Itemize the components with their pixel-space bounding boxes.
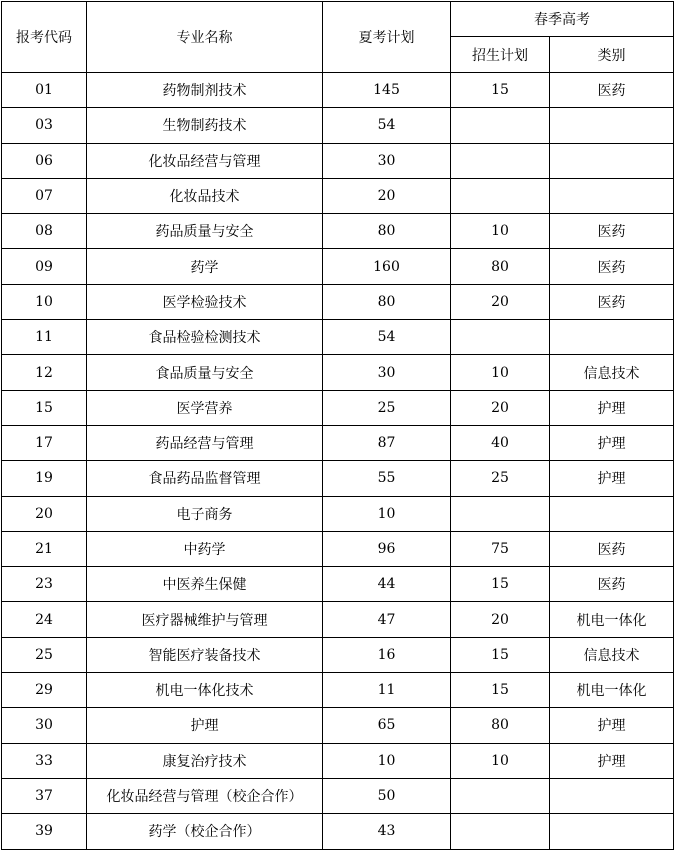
table-row (2, 143, 674, 178)
cell-summer-plan: 30 (323, 355, 451, 390)
header-summer-plan: 夏考计划 (323, 2, 451, 73)
cell-spring-plan: 10 (451, 355, 550, 390)
cell-code: 01 (2, 73, 87, 108)
cell-major-name: 药品质量与安全 (87, 214, 323, 249)
cell-major-name: 生物制药技术 (87, 108, 323, 143)
cell-major-name: 医学营养 (87, 390, 323, 425)
cell-spring-category: 信息技术 (550, 355, 674, 390)
cell-major-name: 食品检验检测技术 (87, 320, 323, 355)
cell-spring-plan: 25 (451, 461, 550, 496)
cell-spring-plan (451, 143, 550, 178)
cell-spring-category (550, 814, 674, 849)
cell-spring-category (550, 178, 674, 213)
cell-major-name: 食品质量与安全 (87, 355, 323, 390)
header-major-name: 专业名称 (87, 2, 323, 73)
cell-summer-plan: 25 (323, 390, 451, 425)
cell-spring-plan: 15 (451, 673, 550, 708)
cell-summer-plan: 65 (323, 708, 451, 743)
cell-code: 25 (2, 637, 87, 672)
table-row (2, 708, 674, 743)
cell-major-name: 中医养生保健 (87, 567, 323, 602)
cell-summer-plan: 160 (323, 249, 451, 284)
cell-spring-plan (451, 496, 550, 531)
cell-code: 23 (2, 567, 87, 602)
table-row (2, 814, 674, 849)
table-row (2, 602, 674, 637)
cell-major-name: 护理 (87, 708, 323, 743)
table-row (2, 320, 674, 355)
cell-spring-plan (451, 778, 550, 813)
cell-code: 08 (2, 214, 87, 249)
table-row (2, 531, 674, 566)
cell-code: 17 (2, 425, 87, 460)
cell-code: 10 (2, 284, 87, 319)
table-header (2, 2, 674, 73)
cell-summer-plan: 96 (323, 531, 451, 566)
cell-major-name: 医疗器械维护与管理 (87, 602, 323, 637)
cell-spring-category: 信息技术 (550, 637, 674, 672)
cell-summer-plan: 30 (323, 143, 451, 178)
cell-major-name: 药学（校企合作） (87, 814, 323, 849)
cell-spring-category: 机电一体化 (550, 602, 674, 637)
cell-major-name: 药物制剂技术 (87, 73, 323, 108)
cell-spring-plan: 20 (451, 284, 550, 319)
cell-spring-category: 护理 (550, 708, 674, 743)
cell-spring-category: 护理 (550, 461, 674, 496)
table-row (2, 673, 674, 708)
cell-summer-plan: 145 (323, 73, 451, 108)
table-row (2, 178, 674, 213)
cell-spring-plan: 20 (451, 390, 550, 425)
cell-summer-plan: 10 (323, 743, 451, 778)
cell-code: 03 (2, 108, 87, 143)
cell-spring-category: 医药 (550, 284, 674, 319)
cell-spring-category: 医药 (550, 567, 674, 602)
table-row (2, 214, 674, 249)
cell-spring-category (550, 496, 674, 531)
cell-major-name: 化妆品经营与管理（校企合作） (87, 778, 323, 813)
cell-spring-category: 医药 (550, 249, 674, 284)
cell-summer-plan: 54 (323, 320, 451, 355)
cell-summer-plan: 16 (323, 637, 451, 672)
cell-spring-plan: 15 (451, 637, 550, 672)
cell-spring-category: 护理 (550, 743, 674, 778)
table-row (2, 108, 674, 143)
cell-spring-plan (451, 320, 550, 355)
cell-summer-plan: 54 (323, 108, 451, 143)
cell-code: 09 (2, 249, 87, 284)
table-row (2, 743, 674, 778)
cell-spring-plan (451, 814, 550, 849)
cell-code: 24 (2, 602, 87, 637)
cell-spring-plan (451, 108, 550, 143)
cell-major-name: 中药学 (87, 531, 323, 566)
table-row (2, 425, 674, 460)
cell-spring-category: 医药 (550, 73, 674, 108)
cell-spring-category: 机电一体化 (550, 673, 674, 708)
cell-spring-category (550, 108, 674, 143)
header-spring-exam: 春季高考 (451, 2, 674, 37)
cell-spring-category: 护理 (550, 390, 674, 425)
cell-spring-plan: 80 (451, 708, 550, 743)
cell-code: 20 (2, 496, 87, 531)
cell-code: 06 (2, 143, 87, 178)
table-row (2, 355, 674, 390)
enrollment-plan-table (1, 1, 674, 850)
cell-spring-plan: 15 (451, 567, 550, 602)
cell-summer-plan: 80 (323, 214, 451, 249)
cell-spring-plan: 20 (451, 602, 550, 637)
cell-code: 07 (2, 178, 87, 213)
cell-summer-plan: 44 (323, 567, 451, 602)
cell-code: 12 (2, 355, 87, 390)
cell-spring-plan: 15 (451, 73, 550, 108)
cell-spring-category (550, 320, 674, 355)
table-row (2, 73, 674, 108)
cell-major-name: 医学检验技术 (87, 284, 323, 319)
cell-spring-category: 医药 (550, 531, 674, 566)
cell-spring-category (550, 778, 674, 813)
cell-code: 21 (2, 531, 87, 566)
cell-code: 37 (2, 778, 87, 813)
cell-major-name: 智能医疗装备技术 (87, 637, 323, 672)
table-row (2, 637, 674, 672)
cell-code: 19 (2, 461, 87, 496)
cell-code: 30 (2, 708, 87, 743)
cell-code: 29 (2, 673, 87, 708)
cell-summer-plan: 10 (323, 496, 451, 531)
cell-major-name: 电子商务 (87, 496, 323, 531)
cell-spring-plan: 40 (451, 425, 550, 460)
cell-summer-plan: 11 (323, 673, 451, 708)
cell-code: 33 (2, 743, 87, 778)
cell-major-name: 康复治疗技术 (87, 743, 323, 778)
cell-spring-category (550, 143, 674, 178)
cell-spring-plan: 10 (451, 214, 550, 249)
header-code: 报考代码 (2, 2, 87, 73)
cell-code: 15 (2, 390, 87, 425)
cell-spring-category: 护理 (550, 425, 674, 460)
cell-summer-plan: 87 (323, 425, 451, 460)
cell-summer-plan: 50 (323, 778, 451, 813)
table-row (2, 496, 674, 531)
cell-spring-plan (451, 178, 550, 213)
cell-major-name: 机电一体化技术 (87, 673, 323, 708)
cell-spring-category: 医药 (550, 214, 674, 249)
header-spring-plan: 招生计划 (451, 37, 550, 73)
cell-major-name: 药学 (87, 249, 323, 284)
cell-spring-plan: 10 (451, 743, 550, 778)
cell-code: 39 (2, 814, 87, 849)
cell-summer-plan: 80 (323, 284, 451, 319)
cell-major-name: 化妆品经营与管理 (87, 143, 323, 178)
cell-summer-plan: 20 (323, 178, 451, 213)
cell-summer-plan: 55 (323, 461, 451, 496)
cell-major-name: 化妆品技术 (87, 178, 323, 213)
cell-major-name: 药品经营与管理 (87, 425, 323, 460)
table-row (2, 567, 674, 602)
table-row (2, 461, 674, 496)
header-spring-category: 类别 (550, 37, 674, 73)
cell-spring-plan: 80 (451, 249, 550, 284)
table-row (2, 390, 674, 425)
table-row (2, 249, 674, 284)
table-row (2, 284, 674, 319)
cell-summer-plan: 43 (323, 814, 451, 849)
cell-summer-plan: 47 (323, 602, 451, 637)
cell-code: 11 (2, 320, 87, 355)
table-body (2, 73, 674, 850)
cell-major-name: 食品药品监督管理 (87, 461, 323, 496)
cell-spring-plan: 75 (451, 531, 550, 566)
table-row (2, 778, 674, 813)
